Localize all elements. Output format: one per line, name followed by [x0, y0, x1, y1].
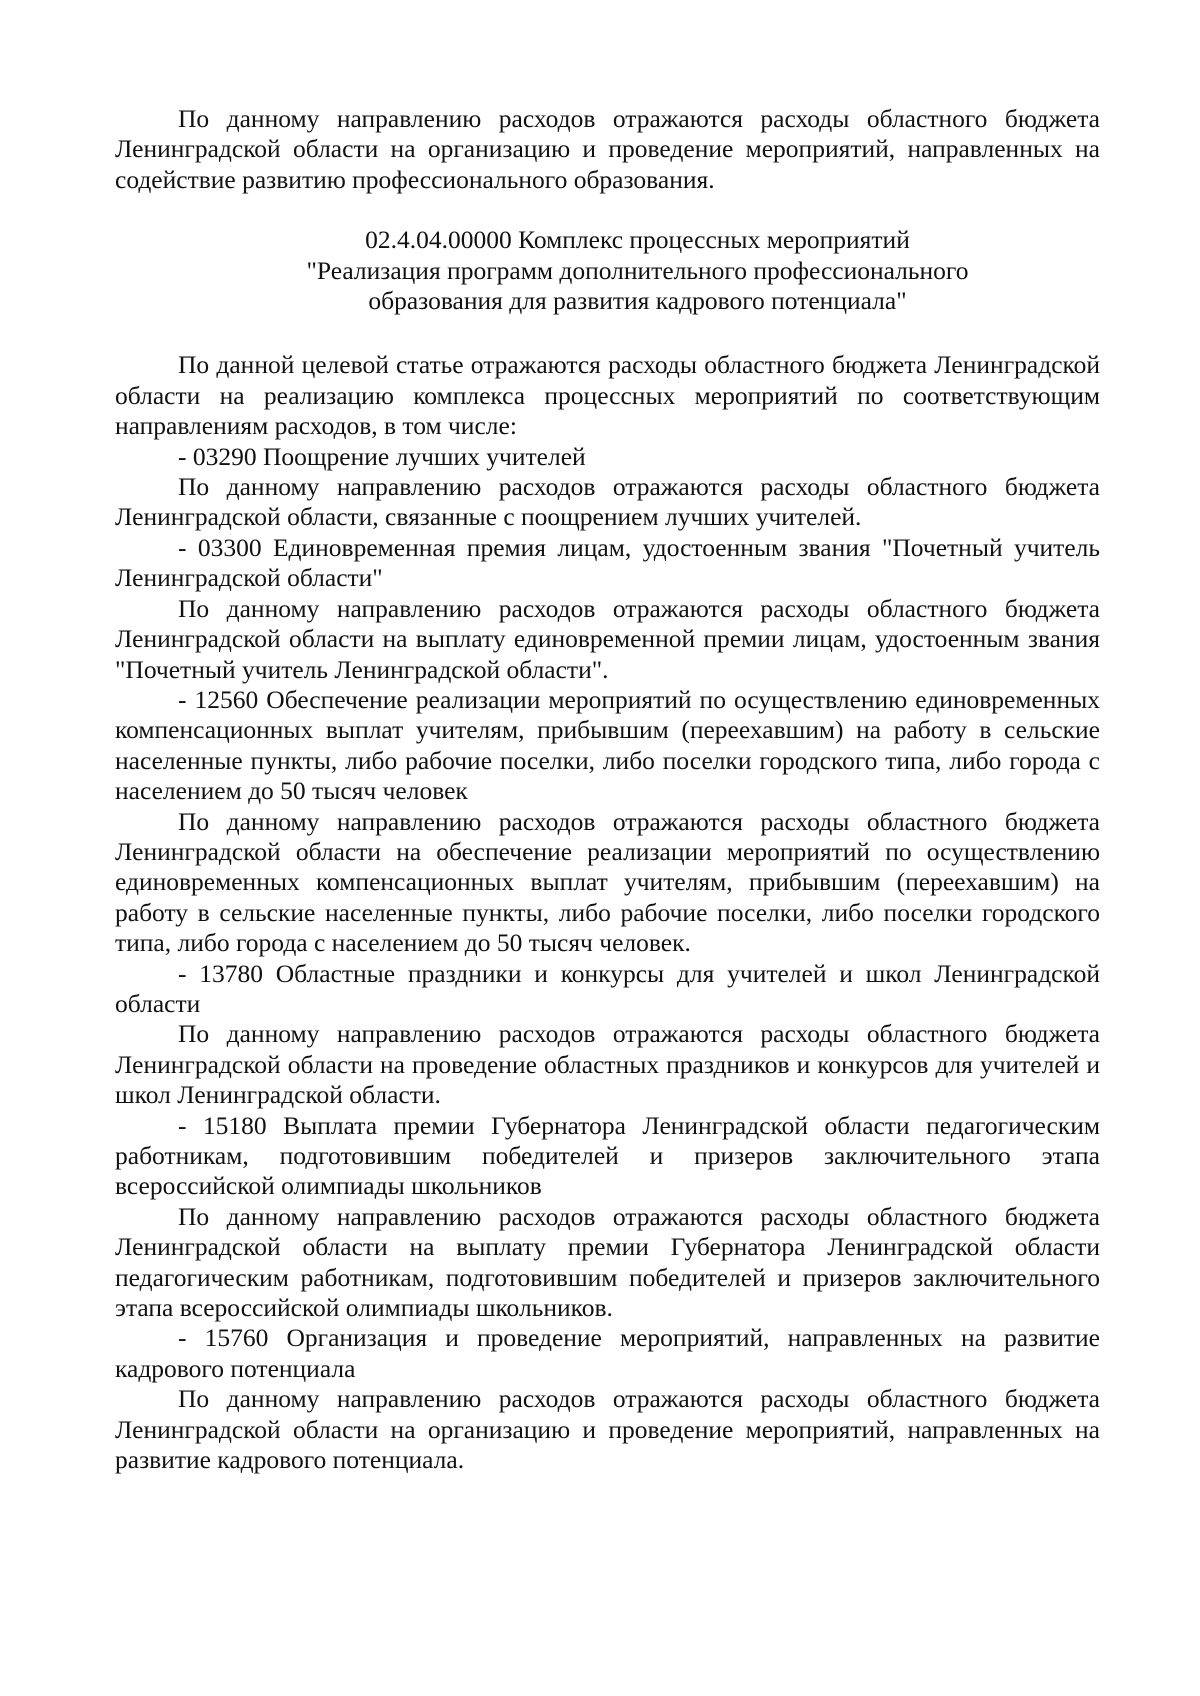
item-desc-03300: По данному направлению расходов отражаются расходы областного бюджета Ленинградской области на выплату единовременной премии лицам, удостоенным звания "Почетный учитель Ленинградской области".: [115, 593, 1100, 684]
item-desc-15760: По данному направлению расходов отражаются расходы областного бюджета Ленинградской области на организацию и проведение мероприятий, направленных на развитие кадрового потенциала.: [115, 1384, 1100, 1475]
item-desc-03290: По данному направлению расходов отражаются расходы областного бюджета Ленинградской области, связанные с поощрением лучших учителей.: [115, 472, 1100, 532]
spacer: [115, 316, 1100, 350]
heading-line-1: 02.4.04.00000 Комплекс процессных мероприятий: [365, 225, 910, 255]
intro-paragraph: По данному направлению расходов отражаются расходы областного бюджета Ленинградской области на организацию и проведение мероприятий, направленных на содействие развитию профессионального образования.: [115, 104, 1100, 194]
item-title-03290: - 03290 Поощрение лучших учителей: [178, 441, 586, 471]
item-title-12560: - 12560 Обеспечение реализации мероприятий по осуществлению единовременных компенсационных выплат учителям, прибывшим (переехавшим) на работу в сельские населенные пункты, либо рабочие поселки, либо поселки городского типа, либо города с населением до 50 тысяч человек: [115, 684, 1100, 806]
heading-line-2: "Реализация программ дополнительного профессионального: [306, 255, 969, 285]
item-desc-15180: По данному направлению расходов отражаются расходы областного бюджета Ленинградской области на выплату премии Губернатора Ленинградской области педагогическим работникам, подготовившим победителей и призеров заключительного этапа всероссийской олимпиады школьников.: [115, 1201, 1100, 1323]
section-heading: [115, 225, 1100, 316]
item-title-15180: - 15180 Выплата премии Губернатора Ленинградской области педагогическим работникам, подготовившим победителей и призеров заключительного этапа всероссийской олимпиады школьников: [115, 1110, 1100, 1201]
spacer: [115, 195, 1100, 225]
document-page: [115, 104, 1100, 1475]
target-article-paragraph: По данной целевой статье отражаются расходы областного бюджета Ленинградской области на реализацию комплекса процессных мероприятий по соответствующим направлениям расходов, в том числе:: [115, 350, 1100, 441]
item-title-15760: - 15760 Организация и проведение мероприятий, направленных на развитие кадрового потенциала: [115, 1323, 1100, 1383]
heading-line-3: образования для развития кадрового потенциала": [368, 286, 907, 316]
item-title-03300: - 03300 Единовременная премия лицам, удостоенным звания "Почетный учитель Ленинградской области": [115, 532, 1100, 593]
item-desc-12560: По данному направлению расходов отражаются расходы областного бюджета Ленинградской области на обеспечение реализации мероприятий по осуществлению единовременных компенсационных выплат учителям, прибывшим (переехавшим) на работу в сельские населенные пункты, либо рабочие поселки, либо поселки городского типа, либо города с населением до 50 тысяч человек.: [115, 806, 1100, 958]
item-desc-13780: По данному направлению расходов отражаются расходы областного бюджета Ленинградской области на проведение областных праздников и конкурсов для учителей и школ Ленинградской области.: [115, 1019, 1100, 1110]
item-title-13780: - 13780 Областные праздники и конкурсы для учителей и школ Ленинградской области: [115, 958, 1100, 1018]
